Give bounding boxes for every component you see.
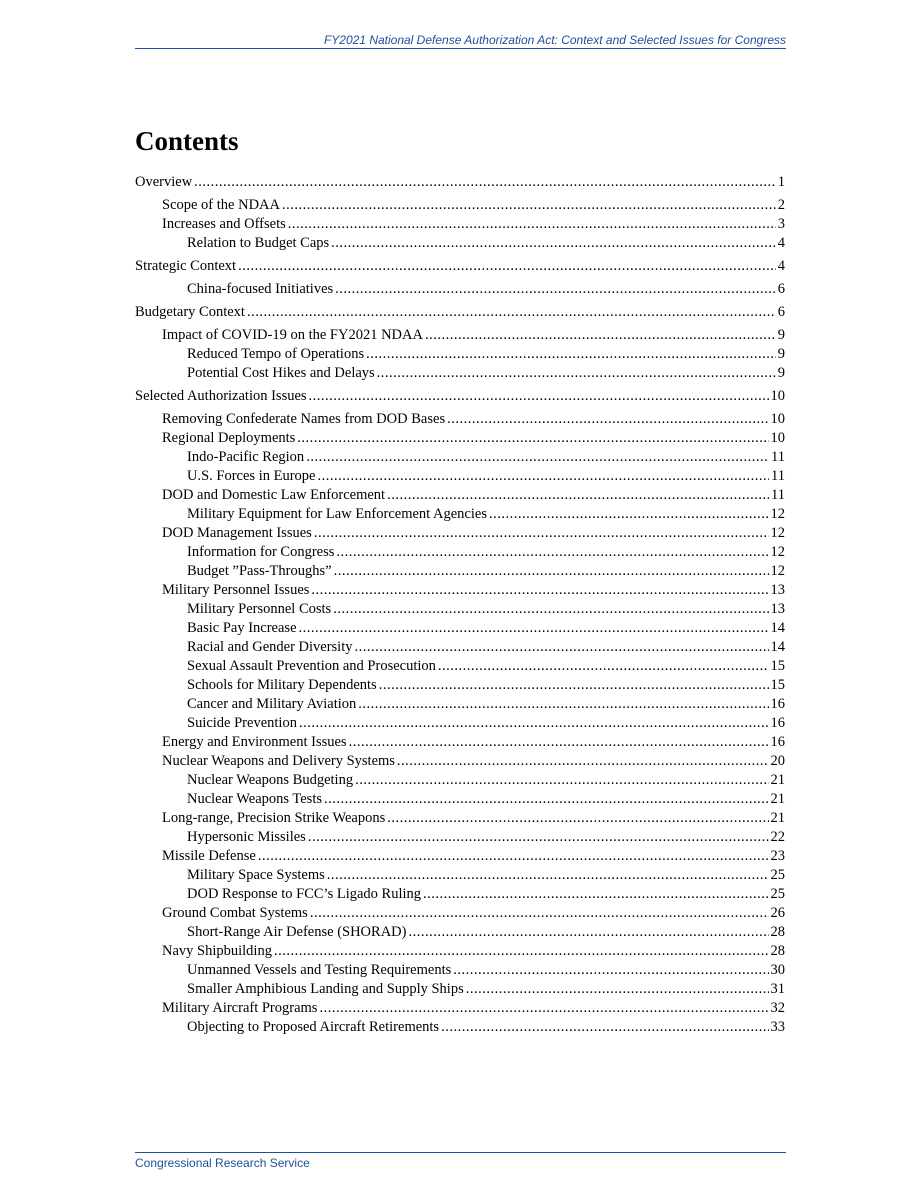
toc-entry-page: 21 bbox=[770, 791, 785, 807]
toc-entry-title: Unmanned Vessels and Testing Requirements bbox=[187, 962, 452, 978]
toc-entry-title: Military Equipment for Law Enforcement Agencies bbox=[187, 506, 487, 522]
toc-entry-page: 6 bbox=[777, 304, 785, 320]
toc-entry-page: 10 bbox=[770, 430, 785, 446]
toc-dot-leader bbox=[258, 847, 769, 866]
toc-entry-page: 12 bbox=[770, 525, 785, 541]
toc-entry-title: Nuclear Weapons Tests bbox=[187, 791, 322, 807]
toc-entry[interactable] bbox=[135, 326, 785, 345]
toc-entry[interactable] bbox=[135, 980, 785, 999]
toc-entry[interactable] bbox=[135, 904, 785, 923]
toc-entry-title: Nuclear Weapons and Delivery Systems bbox=[162, 753, 395, 769]
table-of-contents bbox=[135, 173, 785, 1037]
toc-entry-page: 28 bbox=[770, 943, 785, 959]
toc-entry-page: 12 bbox=[770, 506, 785, 522]
toc-entry[interactable] bbox=[135, 809, 785, 828]
running-header-title: FY2021 National Defense Authorization Act: Context and Selected Issues for Congress bbox=[323, 33, 786, 47]
toc-entry-title: Indo-Pacific Region bbox=[187, 449, 305, 465]
toc-dot-leader bbox=[387, 809, 768, 828]
toc-dot-leader bbox=[324, 790, 769, 809]
toc-entry-title: Information for Congress bbox=[187, 544, 335, 560]
toc-dot-leader bbox=[288, 215, 776, 234]
toc-entry-title: Sexual Assault Prevention and Prosecution bbox=[187, 658, 436, 674]
toc-entry[interactable] bbox=[135, 215, 785, 234]
toc-entry[interactable] bbox=[135, 999, 785, 1018]
toc-entry-title: Increases and Offsets bbox=[162, 216, 286, 232]
toc-entry-page: 25 bbox=[770, 867, 785, 883]
toc-entry-title: Impact of COVID-19 on the FY2021 NDAA bbox=[162, 327, 423, 343]
toc-entry[interactable] bbox=[135, 303, 785, 322]
toc-entry-title: Short-Range Air Defense (SHORAD) bbox=[187, 924, 407, 940]
toc-dot-leader bbox=[441, 1018, 768, 1037]
toc-entry-page: 12 bbox=[770, 544, 785, 560]
toc-dot-leader bbox=[331, 234, 776, 253]
toc-entry-page: 11 bbox=[771, 487, 785, 503]
toc-entry-title: Smaller Amphibious Landing and Supply Ships bbox=[187, 981, 464, 997]
toc-entry[interactable] bbox=[135, 771, 785, 790]
toc-entry[interactable] bbox=[135, 752, 785, 771]
toc-entry[interactable] bbox=[135, 1018, 785, 1037]
toc-entry-title: Selected Authorization Issues bbox=[135, 388, 307, 404]
toc-entry-page: 15 bbox=[770, 677, 785, 693]
toc-entry-title: Long-range, Precision Strike Weapons bbox=[162, 810, 386, 826]
toc-entry-title: Basic Pay Increase bbox=[187, 620, 297, 636]
toc-entry[interactable] bbox=[135, 467, 785, 486]
running-footer bbox=[135, 1152, 786, 1170]
toc-dot-leader bbox=[453, 961, 768, 980]
toc-entry[interactable] bbox=[135, 448, 785, 467]
toc-entry-title: Navy Shipbuilding bbox=[162, 943, 272, 959]
toc-entry[interactable] bbox=[135, 619, 785, 638]
toc-entry-page: 4 bbox=[777, 258, 785, 274]
toc-entry-title: Removing Confederate Names from DOD Bases bbox=[162, 411, 446, 427]
toc-entry[interactable] bbox=[135, 676, 785, 695]
toc-entry[interactable] bbox=[135, 733, 785, 752]
toc-dot-leader bbox=[447, 410, 768, 429]
toc-dot-leader bbox=[310, 904, 769, 923]
toc-dot-leader bbox=[355, 771, 768, 790]
toc-entry[interactable] bbox=[135, 173, 785, 192]
toc-entry-title: Strategic Context bbox=[135, 258, 237, 274]
toc-entry-page: 32 bbox=[770, 1000, 785, 1016]
toc-entry[interactable] bbox=[135, 657, 785, 676]
toc-entry-page: 11 bbox=[771, 468, 785, 484]
toc-entry-page: 9 bbox=[777, 346, 785, 362]
toc-dot-leader bbox=[306, 448, 769, 467]
toc-dot-leader bbox=[333, 600, 768, 619]
toc-entry-title: U.S. Forces in Europe bbox=[187, 468, 316, 484]
toc-entry-title: Ground Combat Systems bbox=[162, 905, 308, 921]
toc-entry-title: Cancer and Military Aviation bbox=[187, 696, 357, 712]
toc-entry-page: 12 bbox=[770, 563, 785, 579]
toc-entry-page: 15 bbox=[770, 658, 785, 674]
toc-entry[interactable] bbox=[135, 524, 785, 543]
toc-entry[interactable] bbox=[135, 695, 785, 714]
toc-dot-leader bbox=[466, 980, 769, 999]
toc-entry-page: 9 bbox=[777, 327, 785, 343]
toc-entry[interactable] bbox=[135, 562, 785, 581]
toc-entry[interactable] bbox=[135, 429, 785, 448]
footer-publisher: Congressional Research Service bbox=[135, 1156, 310, 1170]
toc-entry[interactable] bbox=[135, 847, 785, 866]
toc-entry[interactable] bbox=[135, 234, 785, 253]
toc-dot-leader bbox=[238, 257, 776, 276]
toc-entry-title: Racial and Gender Diversity bbox=[187, 639, 353, 655]
toc-entry-page: 28 bbox=[770, 924, 785, 940]
toc-entry-title: Missile Defense bbox=[162, 848, 256, 864]
toc-entry-title: Military Aircraft Programs bbox=[162, 1000, 318, 1016]
toc-entry[interactable] bbox=[135, 714, 785, 733]
toc-entry[interactable] bbox=[135, 961, 785, 980]
toc-entry[interactable] bbox=[135, 600, 785, 619]
toc-entry-page: 14 bbox=[770, 639, 785, 655]
toc-entry-page: 31 bbox=[770, 981, 785, 997]
toc-entry-title: Nuclear Weapons Budgeting bbox=[187, 772, 354, 788]
toc-entry-page: 3 bbox=[777, 216, 785, 232]
toc-entry-page: 9 bbox=[777, 365, 785, 381]
toc-entry-title: Suicide Prevention bbox=[187, 715, 297, 731]
toc-entry-title: Overview bbox=[135, 174, 193, 190]
toc-entry-page: 2 bbox=[777, 197, 785, 213]
toc-entry[interactable] bbox=[135, 486, 785, 505]
toc-entry-title: China-focused Initiatives bbox=[187, 281, 334, 297]
toc-entry-page: 16 bbox=[770, 696, 785, 712]
toc-entry-title: DOD Management Issues bbox=[162, 525, 312, 541]
toc-entry-page: 21 bbox=[770, 772, 785, 788]
toc-entry[interactable] bbox=[135, 828, 785, 847]
toc-entry-page: 6 bbox=[777, 281, 785, 297]
toc-dot-leader bbox=[366, 345, 776, 364]
toc-dot-leader bbox=[194, 173, 776, 192]
toc-dot-leader bbox=[438, 657, 769, 676]
toc-entry-title: Reduced Tempo of Operations bbox=[187, 346, 365, 362]
toc-entry-title: Hypersonic Missiles bbox=[187, 829, 306, 845]
toc-entry-page: 33 bbox=[770, 1019, 785, 1035]
toc-entry[interactable] bbox=[135, 942, 785, 961]
toc-entry[interactable] bbox=[135, 638, 785, 657]
toc-entry-page: 4 bbox=[777, 235, 785, 251]
toc-dot-leader bbox=[489, 505, 769, 524]
toc-entry[interactable] bbox=[135, 923, 785, 942]
toc-dot-leader bbox=[377, 364, 776, 383]
toc-dot-leader bbox=[379, 676, 769, 695]
toc-dot-leader bbox=[308, 828, 769, 847]
toc-entry-title: Energy and Environment Issues bbox=[162, 734, 347, 750]
toc-entry[interactable] bbox=[135, 505, 785, 524]
toc-dot-leader bbox=[319, 999, 768, 1018]
toc-entry-title: Budget ”Pass-Throughs” bbox=[187, 563, 332, 579]
toc-entry-title: Military Personnel Costs bbox=[187, 601, 332, 617]
toc-entry-title: Schools for Military Dependents bbox=[187, 677, 377, 693]
toc-dot-leader bbox=[349, 733, 769, 752]
toc-dot-leader bbox=[358, 695, 768, 714]
toc-entry-page: 16 bbox=[770, 715, 785, 731]
toc-dot-leader bbox=[299, 714, 769, 733]
toc-entry[interactable] bbox=[135, 280, 785, 299]
toc-dot-leader bbox=[408, 923, 768, 942]
toc-dot-leader bbox=[334, 562, 769, 581]
toc-dot-leader bbox=[354, 638, 768, 657]
toc-entry-title: Relation to Budget Caps bbox=[187, 235, 330, 251]
toc-dot-leader bbox=[274, 942, 769, 961]
toc-entry[interactable] bbox=[135, 387, 785, 406]
toc-entry[interactable] bbox=[135, 543, 785, 562]
toc-dot-leader bbox=[336, 543, 768, 562]
toc-entry-title: DOD Response to FCC’s Ligado Ruling bbox=[187, 886, 422, 902]
toc-entry-page: 30 bbox=[770, 962, 785, 978]
toc-dot-leader bbox=[314, 524, 769, 543]
toc-entry[interactable] bbox=[135, 410, 785, 429]
toc-entry-title: Budgetary Context bbox=[135, 304, 245, 320]
toc-entry[interactable] bbox=[135, 345, 785, 364]
toc-dot-leader bbox=[297, 429, 768, 448]
toc-entry-title: Objecting to Proposed Aircraft Retirements bbox=[187, 1019, 440, 1035]
toc-dot-leader bbox=[397, 752, 769, 771]
toc-dot-leader bbox=[317, 467, 769, 486]
toc-entry-title: DOD and Domestic Law Enforcement bbox=[162, 487, 386, 503]
toc-entry-title: Potential Cost Hikes and Delays bbox=[187, 365, 375, 381]
toc-entry-page: 13 bbox=[770, 601, 785, 617]
toc-dot-leader bbox=[309, 387, 769, 406]
toc-entry-page: 23 bbox=[770, 848, 785, 864]
toc-entry[interactable] bbox=[135, 364, 785, 383]
toc-dot-leader bbox=[335, 280, 776, 299]
toc-dot-leader bbox=[299, 619, 769, 638]
toc-dot-leader bbox=[425, 326, 776, 345]
toc-entry-page: 10 bbox=[770, 388, 785, 404]
toc-entry-title: Military Personnel Issues bbox=[162, 582, 310, 598]
toc-entry-page: 21 bbox=[770, 810, 785, 826]
toc-entry-title: Regional Deployments bbox=[162, 430, 296, 446]
toc-entry-page: 14 bbox=[770, 620, 785, 636]
toc-dot-leader bbox=[387, 486, 769, 505]
toc-entry-page: 16 bbox=[770, 734, 785, 750]
toc-entry-page: 11 bbox=[771, 449, 785, 465]
toc-entry-page: 1 bbox=[777, 174, 785, 190]
toc-dot-leader bbox=[311, 581, 768, 600]
toc-entry-page: 10 bbox=[770, 411, 785, 427]
running-header bbox=[135, 33, 786, 49]
toc-dot-leader bbox=[327, 866, 769, 885]
toc-entry[interactable] bbox=[135, 257, 785, 276]
toc-entry-title: Scope of the NDAA bbox=[162, 197, 280, 213]
toc-entry-page: 26 bbox=[770, 905, 785, 921]
page-title: Contents bbox=[135, 126, 239, 156]
toc-entry-title: Military Space Systems bbox=[187, 867, 325, 883]
toc-entry[interactable] bbox=[135, 196, 785, 215]
toc-dot-leader bbox=[282, 196, 776, 215]
toc-entry[interactable] bbox=[135, 790, 785, 809]
toc-entry[interactable] bbox=[135, 866, 785, 885]
toc-dot-leader bbox=[423, 885, 768, 904]
toc-entry[interactable] bbox=[135, 885, 785, 904]
toc-entry-page: 22 bbox=[770, 829, 785, 845]
toc-entry-page: 20 bbox=[770, 753, 785, 769]
toc-entry[interactable] bbox=[135, 581, 785, 600]
toc-entry-page: 13 bbox=[770, 582, 785, 598]
toc-dot-leader bbox=[247, 303, 776, 322]
toc-entry-page: 25 bbox=[770, 886, 785, 902]
